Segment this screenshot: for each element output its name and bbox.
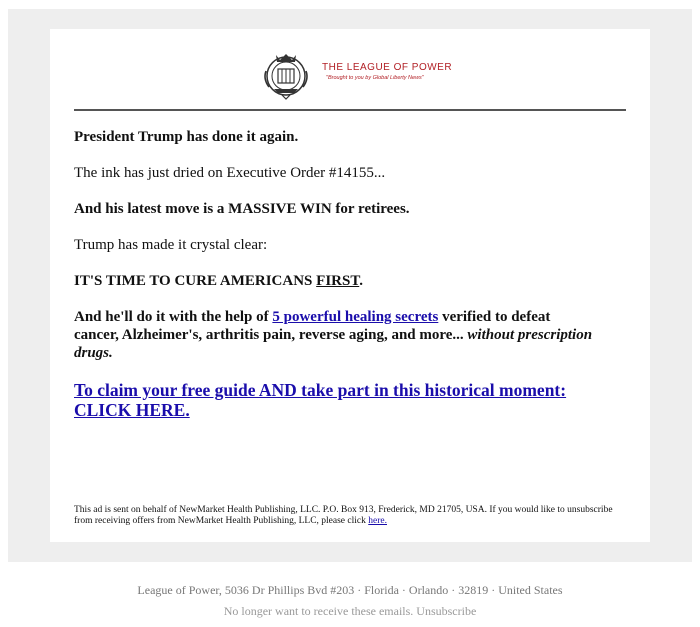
email-card bbox=[50, 29, 650, 542]
email-outer-background bbox=[8, 9, 692, 562]
paragraph-executive-order: The ink has just dried on Executive Order #14155... bbox=[74, 165, 386, 181]
email-body bbox=[74, 128, 594, 420]
healing-pre: And he'll do it with the help of bbox=[74, 309, 273, 325]
cure-text: IT'S TIME TO CURE AMERICANS bbox=[74, 273, 317, 289]
disclaimer bbox=[74, 505, 630, 527]
cta-claim-guide-link[interactable] bbox=[74, 380, 566, 420]
cta-block bbox=[74, 380, 604, 420]
footer-unsubscribe-link[interactable]: No longer want to receive these emails. Unsubscribe bbox=[223, 604, 477, 618]
disclaimer-unsubscribe-link[interactable]: here. bbox=[368, 516, 387, 526]
footer-address: League of Power, 5036 Dr Phillips Bvd #203 · Florida · Orlando · 32819 · United States bbox=[137, 583, 563, 597]
paragraph-massive-win: And his latest move is a MASSIVE WIN for retirees. bbox=[74, 201, 410, 217]
brand-tagline: "Brought to you by Global Liberty News" bbox=[326, 75, 424, 81]
healing-italic: without prescription drugs. bbox=[74, 327, 593, 361]
healing-mid: verified to defeat cancer, Alzheimer's, arthritis pain, reverse aging, and more... bbox=[74, 309, 551, 343]
cure-period: . bbox=[359, 273, 363, 289]
disclaimer-text: This ad is sent on behalf of NewMarket Health Publishing, LLC. P.O. Box 913, Frederick, MD 21705, USA. If you would like to unsubscribe from receiving offers from NewMarket Health Publishing, LLC, please click bbox=[74, 505, 613, 526]
header-divider bbox=[74, 109, 626, 111]
cta-line-2: CLICK HERE. bbox=[74, 400, 190, 420]
healing-secrets-link[interactable]: 5 powerful healing secrets bbox=[272, 309, 439, 325]
paragraph-crystal-clear: Trump has made it crystal clear: bbox=[74, 237, 268, 253]
brand-title: THE LEAGUE OF POWER bbox=[322, 62, 453, 73]
paragraph-healing-secrets bbox=[74, 308, 594, 362]
first-emphasis: FIRST bbox=[316, 273, 360, 289]
seal-emblem-icon bbox=[260, 49, 312, 101]
paragraph-headline: President Trump has done it again. bbox=[74, 129, 299, 145]
email-header bbox=[50, 47, 650, 103]
cta-line-1: To claim your free guide AND take part in this historical moment: bbox=[74, 380, 567, 400]
paragraph-cure-americans bbox=[74, 272, 594, 290]
